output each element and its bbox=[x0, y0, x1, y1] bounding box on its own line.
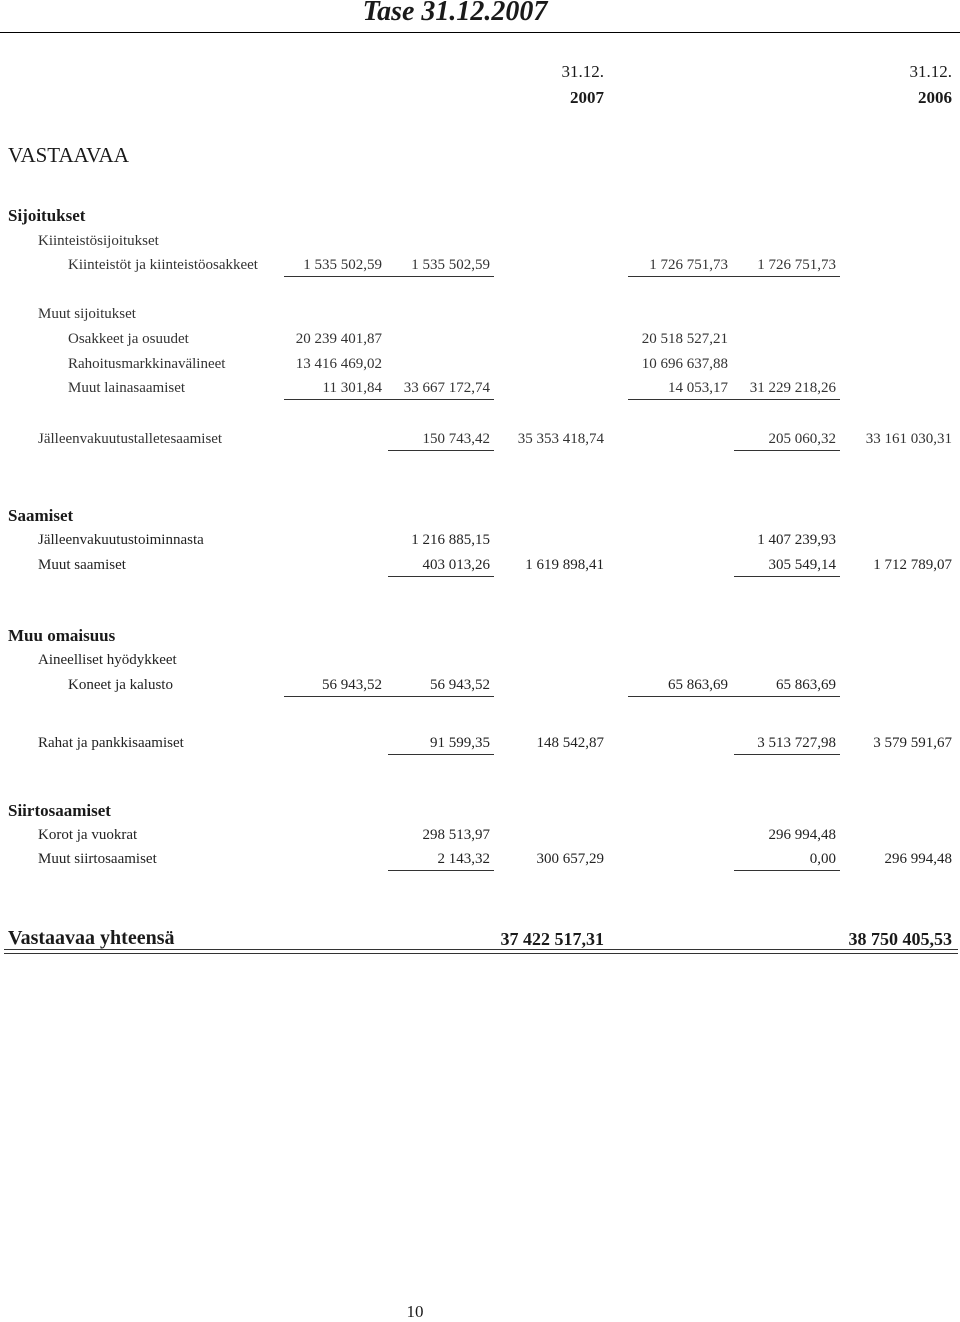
section-sijoitukset: Sijoitukset bbox=[8, 206, 86, 225]
section-saamiset: Saamiset bbox=[8, 506, 74, 525]
value-2006-sub: 20 518 527,21 bbox=[641, 331, 728, 347]
value-2006-sub: 65 863,69 bbox=[668, 677, 728, 693]
value-2007-grand: 148 542,87 bbox=[536, 735, 604, 751]
underline bbox=[284, 276, 494, 277]
title-divider bbox=[0, 32, 960, 33]
section-vastaavaa: VASTAAVAA bbox=[8, 143, 129, 167]
row-label-muut-saamiset: Muut saamiset bbox=[38, 557, 126, 573]
underline bbox=[628, 399, 840, 400]
row-label-jalleenvakuutustalletesaamiset: Jälleenvakuutustalletesaamiset bbox=[38, 431, 223, 447]
total-2006: 38 750 405,53 bbox=[848, 929, 952, 949]
value-2006-sub: 1 407 239,93 bbox=[757, 532, 836, 548]
value-2007-grand: 300 657,29 bbox=[536, 851, 604, 867]
row-label-rahoitus: Rahoitusmarkkinavälineet bbox=[68, 356, 226, 372]
value-2007-sub: 298 513,97 bbox=[422, 827, 490, 843]
row-label-korot: Korot ja vuokrat bbox=[38, 827, 138, 843]
value-2007-sub: 1 216 885,15 bbox=[411, 532, 490, 548]
value-2006-grand: 3 579 591,67 bbox=[873, 735, 952, 751]
value-2006-sub: 3 513 727,98 bbox=[757, 735, 836, 751]
page-title: Tase 31.12.2007 bbox=[362, 0, 548, 27]
row-label-kiinteistot: Kiinteistöt ja kiinteistöosakkeet bbox=[68, 257, 258, 273]
underline bbox=[388, 754, 494, 755]
value-2006-sub: 296 994,48 bbox=[768, 827, 836, 843]
section-siirtosaamiset: Siirtosaamiset bbox=[8, 801, 111, 820]
subheading-muut-sijoitukset: Muut sijoitukset bbox=[38, 306, 136, 322]
underline bbox=[284, 399, 494, 400]
underline bbox=[734, 754, 840, 755]
underline bbox=[388, 576, 494, 577]
value-2007-total: 1 535 502,59 bbox=[411, 257, 490, 273]
value-2006-sub: 205 060,32 bbox=[768, 431, 836, 447]
total-label: Vastaavaa yhteensä bbox=[8, 927, 175, 949]
row-label-jalleenvakuutustoiminnasta: Jälleenvakuutustoiminnasta bbox=[38, 532, 204, 548]
value-2007-sub: 13 416 469,02 bbox=[295, 356, 382, 372]
value-2007-sub: 20 239 401,87 bbox=[295, 331, 382, 347]
row-label-lainat: Muut lainasaamiset bbox=[68, 380, 186, 396]
total-double-rule bbox=[4, 949, 958, 954]
value-2006-sub: 1 726 751,73 bbox=[649, 257, 728, 273]
underline bbox=[628, 276, 840, 277]
value-2007-sub: 56 943,52 bbox=[322, 677, 382, 693]
value-2006-sub: 305 549,14 bbox=[768, 557, 836, 573]
underline bbox=[388, 450, 494, 451]
value-2006-sub: 0,00 bbox=[809, 851, 836, 867]
value-2007-sub: 1 535 502,59 bbox=[303, 257, 382, 273]
underline bbox=[734, 870, 840, 871]
total-2007: 37 422 517,31 bbox=[500, 929, 604, 949]
header-2007-year: 2007 bbox=[570, 88, 604, 107]
underline bbox=[628, 696, 840, 697]
header-2006-year: 2006 bbox=[918, 88, 952, 107]
value-2007-total: 33 667 172,74 bbox=[403, 380, 490, 396]
row-label-koneet: Koneet ja kalusto bbox=[68, 677, 173, 693]
header-2007-date: 31.12. bbox=[561, 62, 604, 81]
row-label-muut-siirtosaamiset: Muut siirtosaamiset bbox=[38, 851, 157, 867]
underline bbox=[284, 696, 494, 697]
value-2006-total: 65 863,69 bbox=[776, 677, 836, 693]
row-label-rahat: Rahat ja pankkisaamiset bbox=[38, 735, 184, 751]
value-2007-total: 56 943,52 bbox=[430, 677, 490, 693]
underline bbox=[734, 576, 840, 577]
section-muu-omaisuus: Muu omaisuus bbox=[8, 626, 116, 645]
value-2007-sub: 150 743,42 bbox=[422, 431, 490, 447]
header-2006-date: 31.12. bbox=[909, 62, 952, 81]
value-2007-grand: 35 353 418,74 bbox=[517, 431, 604, 447]
subheading-kiinteistosijoitukset: Kiinteistösijoitukset bbox=[38, 233, 159, 249]
row-label-osakkeet: Osakkeet ja osuudet bbox=[68, 331, 189, 347]
value-2007-sub: 91 599,35 bbox=[430, 735, 490, 751]
value-2006-grand: 33 161 030,31 bbox=[865, 431, 952, 447]
page-number: 10 bbox=[406, 1302, 424, 1321]
value-2006-sub: 14 053,17 bbox=[668, 380, 728, 396]
value-2006-total: 31 229 218,26 bbox=[749, 380, 836, 396]
value-2007-sub: 2 143,32 bbox=[437, 851, 490, 867]
underline bbox=[388, 870, 494, 871]
value-2007-sub: 403 013,26 bbox=[422, 557, 490, 573]
subheading-aineelliset-hyodykkeet: Aineelliset hyödykkeet bbox=[38, 652, 177, 668]
value-2006-grand: 1 712 789,07 bbox=[873, 557, 952, 573]
value-2006-total: 1 726 751,73 bbox=[757, 257, 836, 273]
value-2006-sub: 10 696 637,88 bbox=[641, 356, 728, 372]
underline bbox=[734, 450, 840, 451]
value-2007-sub: 11 301,84 bbox=[322, 380, 382, 396]
value-2007-grand: 1 619 898,41 bbox=[525, 557, 604, 573]
value-2006-grand: 296 994,48 bbox=[884, 851, 952, 867]
